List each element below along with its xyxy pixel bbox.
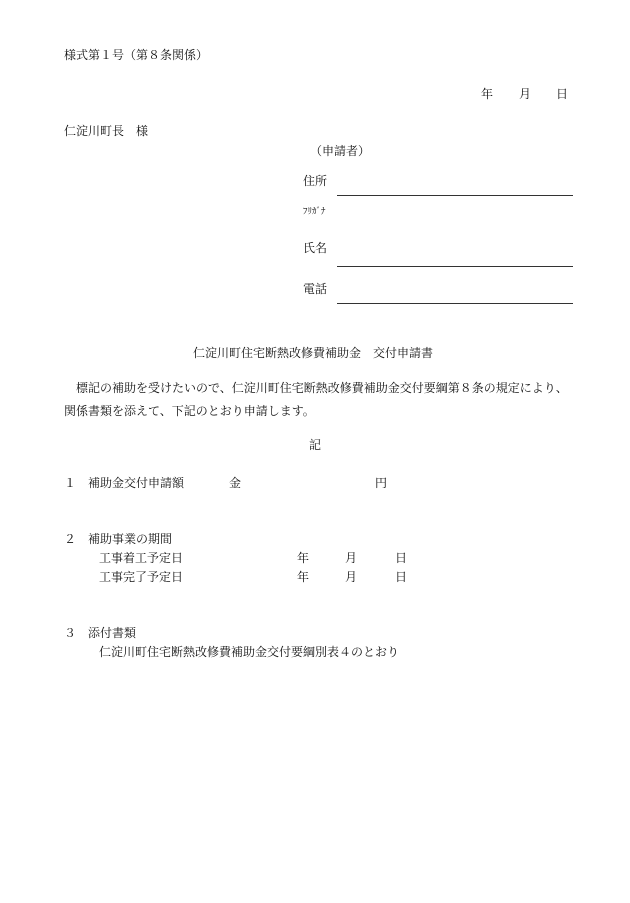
start-month-label: 月 bbox=[345, 551, 358, 565]
item3-label: ３ 添付書類 bbox=[64, 626, 137, 640]
body-line-2: 関係書類を添えて、下記のとおり申請します。 bbox=[64, 404, 315, 418]
date-day-label: 日 bbox=[556, 87, 569, 101]
phone-field[interactable] bbox=[337, 303, 573, 304]
start-day-label: 日 bbox=[395, 551, 408, 565]
phone-label: 電話 bbox=[303, 282, 328, 296]
ki-heading: 記 bbox=[309, 438, 322, 452]
addressee: 仁淀川町長 様 bbox=[64, 124, 149, 138]
item1-label: １ 補助金交付申請額 bbox=[64, 476, 185, 490]
date-year-label: 年 bbox=[481, 87, 494, 101]
end-month-label: 月 bbox=[345, 570, 358, 584]
body-paragraph bbox=[64, 377, 574, 423]
item2-label: ２ 補助事業の期間 bbox=[64, 532, 173, 546]
name-field[interactable] bbox=[337, 266, 573, 267]
address-label: 住所 bbox=[303, 174, 328, 188]
start-year-label: 年 bbox=[297, 551, 310, 565]
form-number: 様式第１号（第８条関係） bbox=[64, 48, 209, 62]
item1-amount-suffix: 円 bbox=[375, 476, 388, 490]
document-title: 仁淀川町住宅断熱改修費補助金 交付申請書 bbox=[193, 346, 434, 360]
furigana-label: ﾌﾘｶﾞﾅ bbox=[303, 207, 326, 217]
address-field[interactable] bbox=[337, 195, 573, 196]
start-date-label: 工事着工予定日 bbox=[99, 551, 184, 565]
body-line-1: 標記の補助を受けたいので、仁淀川町住宅断熱改修費補助金交付要綱第８条の規定により、 bbox=[64, 381, 568, 395]
name-label: 氏名 bbox=[303, 241, 328, 255]
applicant-heading: （申請者） bbox=[310, 144, 371, 158]
end-day-label: 日 bbox=[395, 570, 408, 584]
item3-text: 仁淀川町住宅断熱改修費補助金交付要綱別表４のとおり bbox=[99, 645, 400, 659]
end-date-label: 工事完了予定日 bbox=[99, 570, 184, 584]
item1-amount-prefix: 金 bbox=[229, 476, 242, 490]
end-year-label: 年 bbox=[297, 570, 310, 584]
date-month-label: 月 bbox=[519, 87, 532, 101]
